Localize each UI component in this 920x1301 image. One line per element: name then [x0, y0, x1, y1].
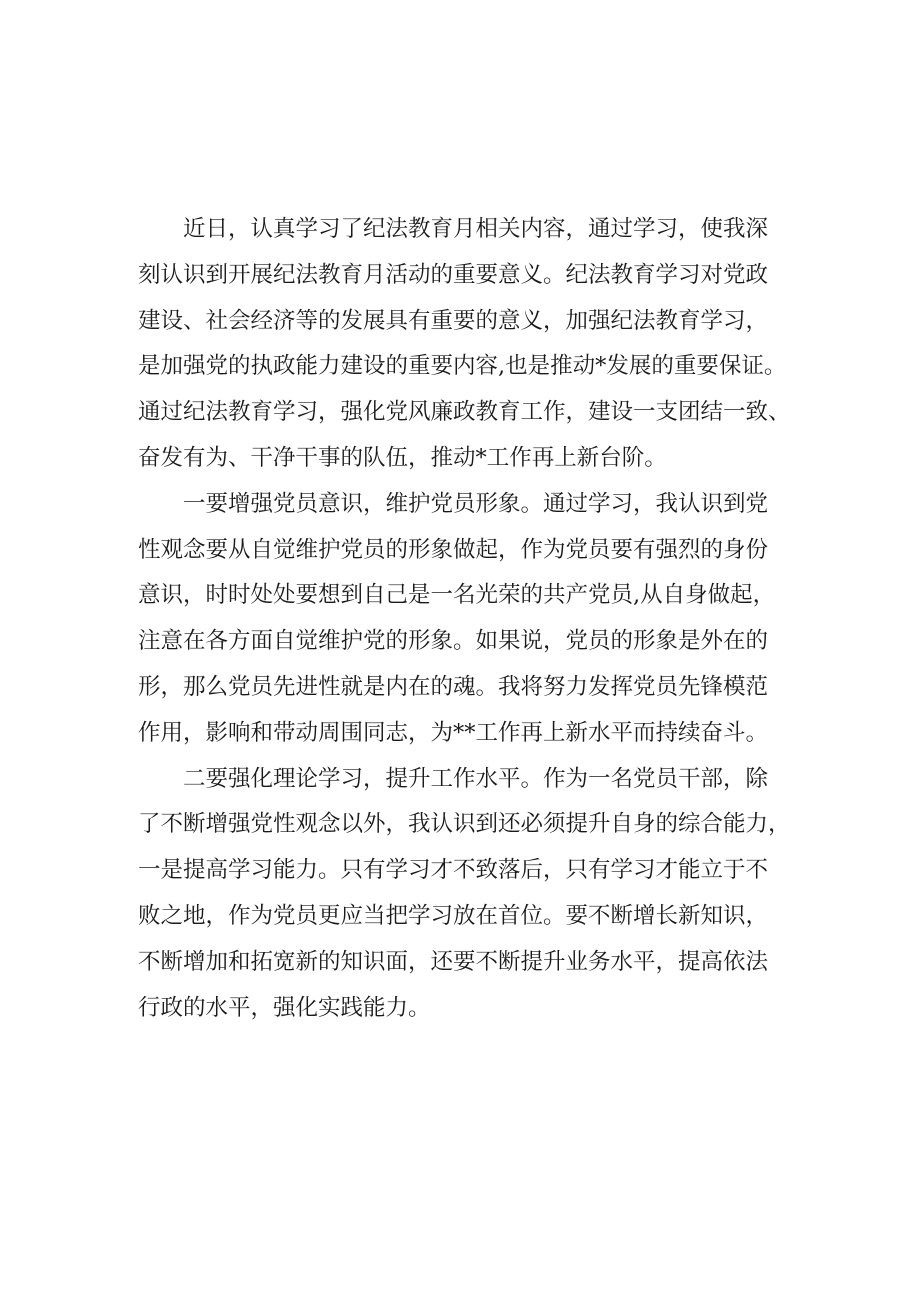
document-body — [138, 207, 818, 1031]
paragraph-intro — [138, 207, 818, 482]
text-line: 一要增强党员意识，维护党员形象。通过学习，我认识到党 — [183, 490, 769, 517]
text-line: 意识，时时处处要想到自己是一名光荣的共产党员,从自身做起， — [138, 582, 776, 609]
text-line: 行政的水平，强化实践能力。 — [138, 994, 431, 1021]
paragraph-theory-study — [138, 757, 818, 1032]
text-line: 二要强化理论学习，提升工作水平。作为一名党员干部，除 — [183, 765, 769, 792]
text-line: 败之地，作为党员更应当把学习放在首位。要不断增长新知识， — [138, 902, 769, 929]
text-line: 了不断增强党性观念以外，我认识到还必须提升自身的综合能力， — [138, 811, 791, 838]
text-line: 作用，影响和带动周围同志，为**工作再上新水平而持续奋斗。 — [138, 719, 769, 746]
text-line: 刻认识到开展纪法教育月活动的重要意义。纪法教育学习对党政 — [138, 261, 769, 288]
text-line: 奋发有为、干净干事的队伍，推动*工作再上新台阶。 — [138, 444, 667, 471]
text-line: 通过纪法教育学习，强化党风廉政教育工作，建设一支团结一致、 — [138, 399, 791, 426]
paragraph-party-awareness — [138, 482, 818, 757]
text-line: 注意在各方面自觉维护党的形象。如果说，党员的形象是外在的 — [138, 628, 769, 655]
text-line: 形，那么党员先进性就是内在的魂。我将努力发挥党员先锋模范 — [138, 673, 769, 700]
text-line: 不断增加和拓宽新的知识面，还要不断提升业务水平，提高依法 — [138, 948, 769, 975]
text-line: 是加强党的执政能力建设的重要内容,也是推动*发展的重要保证。 — [138, 353, 787, 380]
text-line: 性观念要从自觉维护党员的形象做起，作为党员要有强烈的身份 — [138, 536, 769, 563]
text-line: 近日，认真学习了纪法教育月相关内容，通过学习，使我深 — [183, 216, 769, 242]
text-line: 一是提高学习能力。只有学习才不致落后，只有学习才能立于不 — [138, 857, 769, 884]
text-line: 建设、社会经济等的发展具有重要的意义，加强纪法教育学习， — [138, 307, 769, 334]
